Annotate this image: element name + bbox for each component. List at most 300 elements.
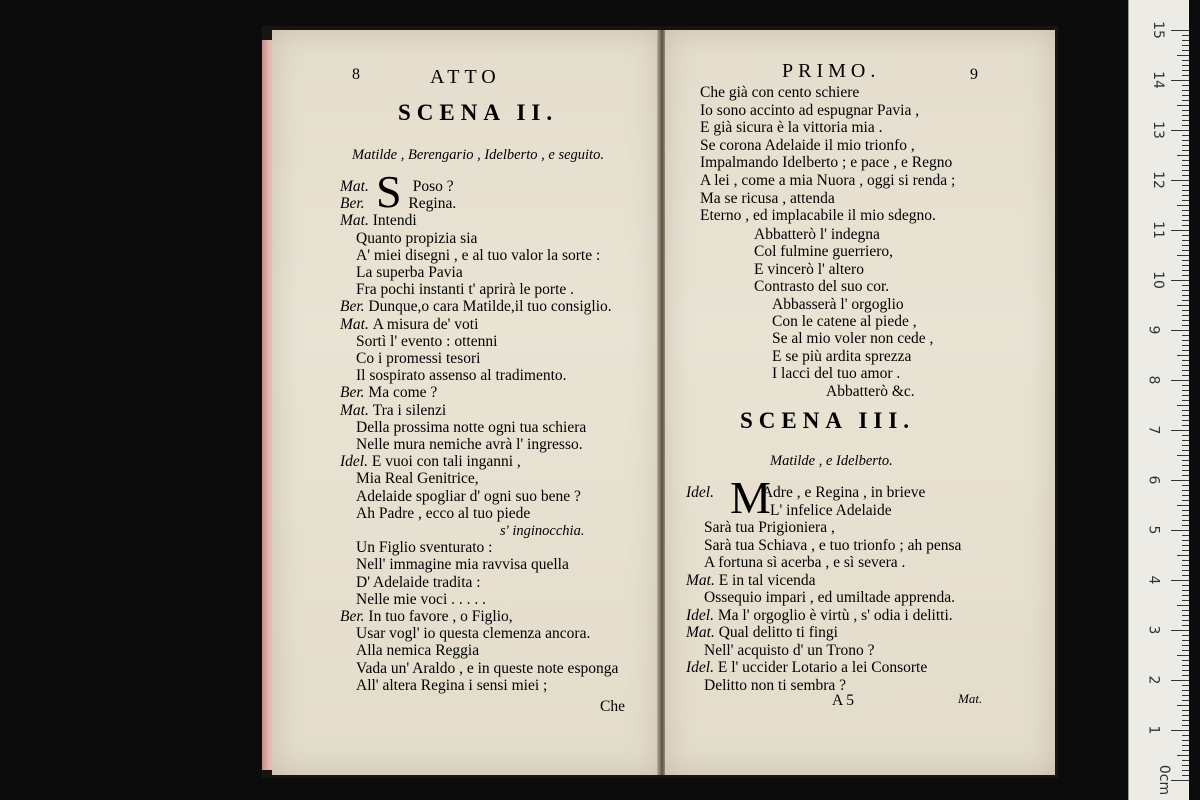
ruler-tick [1182,275,1189,276]
verse-line [700,172,955,190]
ruler-tick [1177,555,1189,556]
speaker-label: Idel. [686,606,718,624]
dialogue-line [704,537,961,555]
verse-text: E vuoi con tali inganni , [371,453,521,471]
ruler-tick [1177,405,1189,406]
verse-text: Contrasto del suo cor. [754,278,890,296]
verse-text: Che già con cento schiere [700,84,860,101]
ruler-tick [1177,755,1189,756]
dialogue-line [356,470,479,488]
ruler-tick [1182,590,1189,591]
verse-text: Ossequio impari , ed umiltade apprenda. [704,589,955,606]
verse-text: Ma come ? [368,384,438,402]
ruler-tick [1177,655,1189,656]
ruler-tick [1182,70,1189,71]
dialogue-line [704,677,846,695]
ruler-tick [1182,525,1189,526]
dialogue-line [356,281,574,299]
ruler-tick [1182,415,1189,416]
ruler-tick [1182,635,1189,636]
ruler-number: 14 [1149,71,1166,89]
dialogue-line [770,502,892,520]
ruler-tick [1182,695,1189,696]
page-number-right: 9 [970,66,978,83]
ruler-tick [1182,265,1189,266]
speaker-label: Ber. [340,195,369,213]
ruler-number: 13 [1149,121,1166,139]
verse-text: Se corona Adelaide il mio trionfo , [700,136,915,154]
verse-text: A lei , come a mia Nuora , oggi si renda ; [700,172,956,189]
aria-line [772,313,917,331]
ruler-tick [1182,685,1189,686]
dialogue-line [356,625,590,643]
speaker-label: Mat. [686,624,719,641]
speaker-label: Mat. [340,178,373,195]
speaker-label: Ber. [340,608,369,625]
scene-title-left: SCENA II. [398,100,559,125]
verse-text: Regina. [408,195,457,213]
ruler-tick [1182,435,1189,436]
ruler-tick [1182,485,1189,486]
ruler-tick [1177,305,1189,306]
ruler-tick [1177,605,1189,606]
verse-text: Io sono accinto ad espugnar Pavia , [700,101,920,119]
dialogue-line [356,591,486,609]
ruler-tick [1171,30,1189,31]
ruler-tick [1182,640,1189,641]
ruler-tick [1182,660,1189,661]
verse-text: Fra pochi instanti t' aprirà le porte . [356,281,575,299]
ruler-number: 5 [1145,525,1162,535]
ruler-number: 8 [1145,375,1162,385]
verse-text: Col fulmine guerriero, [754,243,894,261]
ruler-tick [1182,510,1189,511]
verse-text: Un Figlio sventurato : [356,539,493,557]
aria-line [754,226,880,244]
dialogue-line [356,247,600,265]
verse-text: Ma se ricusa , attenda [700,189,835,207]
ruler-tick [1182,35,1189,36]
verse-text: Usar vogl' io questa clemenza ancora. [356,625,591,643]
ruler-tick [1171,480,1189,481]
ruler-tick [1182,725,1189,726]
ruler-tick [1182,445,1189,446]
ruler-tick [1182,195,1189,196]
ruler-tick [1182,770,1189,771]
ruler-tick [1171,330,1189,331]
stage-direction-right: Matilde , e Idelberto. [770,453,893,469]
verse-text: Della prossima notte ogni tua schiera [356,418,587,436]
ruler-tick [1182,620,1189,621]
aria-line [826,383,915,401]
dialogue-line [356,574,481,592]
verse-text: E se più ardita sprezza [772,347,912,365]
verse-text: Co i promessi tesori [356,350,481,367]
dialogue-line [356,419,586,437]
verse-text: A' miei disegni , e al tuo valor la sorte : [356,246,601,264]
ruler-tick [1182,475,1189,476]
dialogue-line [686,572,816,590]
ruler-tick [1182,570,1189,571]
ruler-tick [1182,100,1189,101]
ruler-tick [1182,95,1189,96]
ruler-number: 2 [1145,675,1162,685]
ruler-tick [1182,610,1189,611]
ruler-tick [1182,410,1189,411]
dialogue-line [356,264,463,282]
verse-text: Dunque,o cara Matilde,il tuo consiglio. [368,298,612,316]
ruler-tick [1182,425,1189,426]
dialogue-line [340,402,446,420]
ruler-number: 10 [1149,271,1166,289]
verse-text: Quanto propizia sia [356,229,478,247]
dialogue-line [356,333,497,351]
dialogue-line [704,589,955,607]
verse-text: Sortì l' evento : ottenni [356,332,498,350]
scene-title-right: SCENA III. [740,408,916,433]
ruler-tick [1171,280,1189,281]
verse-text: Nell' immagine mia ravvisa quella [356,556,569,574]
ruler-tick [1182,495,1189,496]
dialogue-line [340,316,478,334]
ruler-tick [1182,60,1189,61]
aria-line [772,348,911,366]
ruler-tick [1171,130,1189,131]
verse-text: Nell' acquisto d' un Trono ? [704,641,875,659]
verse-text: A fortuna sì acerba , e sì severa . [704,554,906,571]
dialogue-line [356,505,530,523]
verse-text: A misura de' voti [372,315,479,333]
ruler-tick [1171,530,1189,531]
ruler-tick [1182,615,1189,616]
ruler-tick [1171,380,1189,381]
speaker-label: Idel. [686,659,718,676]
ruler-tick [1182,595,1189,596]
dialogue-line [356,230,477,248]
dialogue-line [500,522,584,540]
verse-text: Poso ? [412,178,454,195]
ruler-number: 4 [1145,575,1162,585]
ruler-tick [1171,730,1189,731]
ruler-number: 1 [1145,725,1162,735]
speaker-label: Mat. [686,571,719,589]
verse-text: In tuo favore , o Figlio, [368,608,513,625]
dialogue-line [340,212,417,230]
ruler-tick [1182,310,1189,311]
dialogue-line [356,677,547,695]
verse-line [700,102,919,120]
verse-text: La superba Pavia [356,264,463,281]
verse-text: Intendi [372,212,417,230]
ruler-tick [1182,225,1189,226]
verse-text: E l' uccider Lotario a lei Consorte [717,659,928,676]
verse-text: Abbasserà l' orgoglio [772,295,904,313]
ruler-tick [1182,720,1189,721]
ruler-tick [1177,705,1189,706]
dialogue-line [356,556,569,574]
verse-text: Mia Real Genitrice, [356,470,479,488]
verse-text: Sarà tua Schiava , e tuo trionfo ; ah pensa [704,536,962,554]
ruler-tick [1182,470,1189,471]
aria-line [772,296,904,314]
ruler-tick [1182,290,1189,291]
ruler-tick [1182,440,1189,441]
ruler-tick [1182,90,1189,91]
ruler-tick [1182,650,1189,651]
catchword-right: Mat. [958,691,983,706]
ruler-number: 11 [1149,221,1166,239]
dialogue-line [356,350,480,368]
ruler-tick [1182,65,1189,66]
verse-line [700,119,883,137]
ruler-tick [1182,220,1189,221]
verse-text: E in tal vicenda [718,571,816,589]
dialogue-line [356,488,581,506]
speaker-label: Idel. [340,453,372,471]
ruler-tick [1177,255,1189,256]
ruler-tick [1182,400,1189,401]
dropcap-right: M [730,472,771,523]
aria-line [754,278,889,296]
ruler-tick [1182,490,1189,491]
ruler-tick [1171,430,1189,431]
ruler-tick [1182,395,1189,396]
ruler-tick [1182,700,1189,701]
verse-text: E già sicura è la vittoria mia . [700,119,883,137]
verse-text: Con le catene al piede , [772,313,917,330]
dialogue-line [340,195,456,213]
ruler-number: 15 [1149,21,1166,39]
dialogue-line [686,659,927,677]
verse-text: Alla nemica Reggia [356,642,480,660]
ruler-tick [1182,140,1189,141]
ruler-tick [1182,110,1189,111]
ruler-tick [1182,760,1189,761]
speaker-label: Ber. [340,298,369,316]
ruler-tick [1182,85,1189,86]
ruler-tick [1182,145,1189,146]
aria-line [772,365,900,383]
ruler-tick [1182,50,1189,51]
verse-text: L' infelice Adelaide [770,501,892,519]
ruler-tick [1182,460,1189,461]
ruler-number: 7 [1145,425,1162,435]
ruler-tick [1182,295,1189,296]
verse-line [700,207,936,225]
page-number-left: 8 [352,66,360,83]
ruler-number: 12 [1149,171,1166,189]
dialogue-line [356,539,492,557]
signature-mark: A 5 [832,692,854,709]
verse-text: Sarà tua Prigioniera , [704,519,835,536]
ruler-tick [1182,565,1189,566]
ruler-tick [1182,550,1189,551]
ruler-tick [1182,535,1189,536]
verse-text: I lacci del tuo amor . [772,365,901,383]
dropcap-left: S [376,166,402,217]
ruler-tick [1182,625,1189,626]
verse-text: Qual delitto ti fingi [718,624,838,641]
ruler-tick [1182,135,1189,136]
ruler-number: 0cm [1156,764,1173,796]
stage-direction-left: Matilde , Berengario , Idelberto , e seguito. [352,147,604,163]
ruler-tick [1182,245,1189,246]
ruler-tick [1182,375,1189,376]
running-head-right: PRIMO. [782,60,881,82]
ruler-tick [1182,540,1189,541]
verse-text: Impalmando Idelberto ; e pace , e Regno [700,154,953,172]
ruler-tick [1182,365,1189,366]
dialogue-line [704,554,905,572]
measuring-ruler [1128,0,1189,800]
ruler-tick [1177,205,1189,206]
ruler-tick [1182,250,1189,251]
verse-text: Adelaide spogliar d' ogni suo bene ? [356,487,581,505]
verse-text: Abbatterò &c. [826,382,915,400]
ruler-tick [1182,120,1189,121]
ruler-tick [1182,75,1189,76]
aria-line [772,330,933,348]
dialogue-line [356,436,583,454]
verse-line [700,137,915,155]
ruler-tick [1177,355,1189,356]
ruler-tick [1182,740,1189,741]
ruler-tick [1177,155,1189,156]
speaker-label: Mat. [340,212,373,230]
ruler-tick [1182,560,1189,561]
dialogue-line [356,642,479,660]
ruler-tick [1182,500,1189,501]
ruler-tick [1182,300,1189,301]
ruler-tick [1182,575,1189,576]
catchword-left: Che [600,698,625,715]
ruler-tick [1182,235,1189,236]
ruler-tick [1182,515,1189,516]
ruler-tick [1182,175,1189,176]
ruler-tick [1182,240,1189,241]
dialogue-line [704,519,835,537]
ruler-tick [1182,185,1189,186]
ruler-tick [1177,505,1189,506]
aria-line [754,261,864,279]
ruler-tick [1182,285,1189,286]
ruler-tick [1171,780,1189,781]
dialogue-line [340,384,437,402]
verse-text: Eterno , ed implacabile il mio sdegno. [700,207,936,225]
ruler-tick [1182,320,1189,321]
ruler-tick [1182,125,1189,126]
ruler-tick [1171,180,1189,181]
verse-text: D' Adelaide tradita : [356,573,481,591]
verse-text: Se al mio voler non cede , [772,330,934,348]
dialogue-line [340,298,612,316]
dialogue-line [356,367,567,385]
ruler-number: 9 [1145,325,1162,335]
ruler-tick [1182,645,1189,646]
speaker-label: Ber. [340,384,369,402]
ruler-tick [1182,465,1189,466]
ruler-tick [1182,260,1189,261]
dialogue-line [704,642,875,660]
ruler-tick [1182,45,1189,46]
ruler-tick [1171,630,1189,631]
verse-text: Nelle mura nemiche avrà l' ingresso. [356,436,583,453]
ruler-tick [1182,215,1189,216]
ruler-tick [1182,520,1189,521]
verse-line [700,84,859,102]
ruler-tick [1171,580,1189,581]
speaker-label: Mat. [340,401,373,419]
ruler-tick [1182,775,1189,776]
ruler-tick [1171,230,1189,231]
dialogue-line [340,178,454,196]
dialogue-line [356,660,618,678]
verse-text: s' inginocchia. [500,523,585,539]
ruler-tick [1177,55,1189,56]
ruler-tick [1182,545,1189,546]
ruler-tick [1182,160,1189,161]
ruler-number: 3 [1145,625,1162,635]
ruler-tick [1182,690,1189,691]
ruler-tick [1177,455,1189,456]
ruler-tick [1182,385,1189,386]
verse-text: Abbatterò l' indegna [754,226,880,243]
ruler-tick [1182,745,1189,746]
ruler-tick [1182,665,1189,666]
dialogue-line [340,453,521,471]
ruler-tick [1182,675,1189,676]
ruler-tick [1182,735,1189,736]
verse-text: Delitto non ti sembra ? [704,676,847,694]
ruler-tick [1182,600,1189,601]
verse-text: Ah Padre , ecco al tuo piede [356,504,531,522]
ruler-tick [1182,325,1189,326]
ruler-tick [1182,710,1189,711]
dialogue-line [686,484,925,502]
ruler-tick [1182,360,1189,361]
ruler-tick [1182,450,1189,451]
ruler-tick [1182,345,1189,346]
ruler-tick [1182,115,1189,116]
verse-text: All' altera Regina i sensi miei ; [356,676,548,694]
ruler-tick [1182,715,1189,716]
verse-text: E vincerò l' altero [754,260,864,278]
ruler-tick [1182,370,1189,371]
ruler-number: 6 [1145,475,1162,485]
verse-text: Il sospirato assenso al tradimento. [356,367,567,385]
verse-text: Vada un' Araldo , e in queste note esponga [356,659,619,677]
ruler-tick [1182,200,1189,201]
ruler-tick [1182,165,1189,166]
ruler-tick [1177,105,1189,106]
aria-line [754,243,893,261]
ruler-tick [1182,340,1189,341]
ruler-tick [1182,210,1189,211]
dialogue-line [340,608,513,626]
ruler-tick [1182,150,1189,151]
verse-text: Ma l' orgoglio è virtù , s' odia i delitti. [717,606,953,624]
dialogue-line [686,607,953,625]
ruler-tick [1182,750,1189,751]
ruler-tick [1182,190,1189,191]
ruler-tick [1182,335,1189,336]
verse-text: Tra i silenzi [372,401,447,419]
ruler-tick [1182,315,1189,316]
ruler-tick [1171,680,1189,681]
running-head-left: ATTO [430,66,501,88]
ruler-tick [1182,390,1189,391]
ruler-tick [1182,40,1189,41]
